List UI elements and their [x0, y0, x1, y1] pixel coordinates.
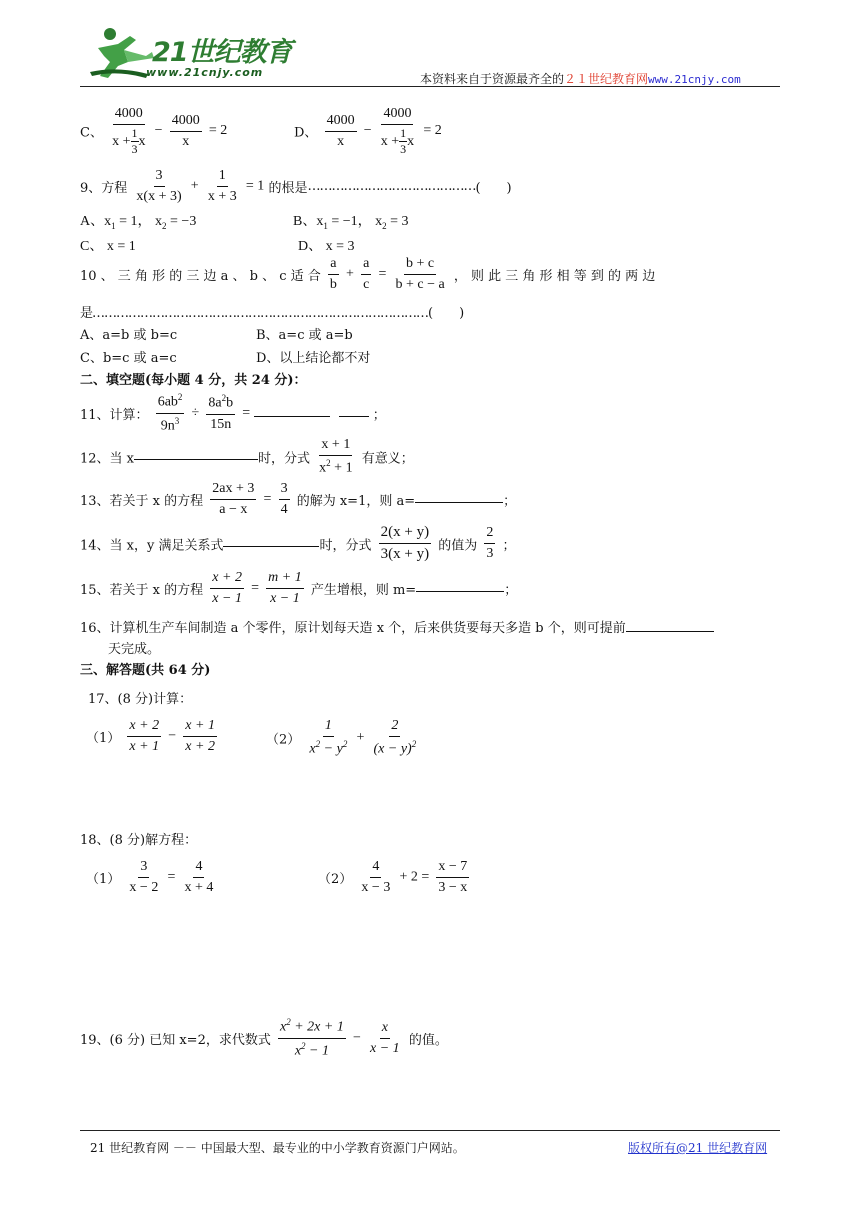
- section-3-title: 三、解答题(共 64 分): [80, 663, 211, 678]
- q8-option-c: C、 4000 x + $\frac{1}{3}$ x − $\frac{4000}{x}$ = 2: [80, 106, 228, 157]
- q9-option-b: B、$x_1 = -1$， $x_2 = 3$: [293, 214, 409, 231]
- q14-blank[interactable]: [223, 533, 319, 547]
- q13: 13、若关于 x 的方程 $\frac{2ax + 3}{a - x}$ = $\frac{3}{4}$ 的解为 x=1，则 a= ；: [80, 481, 517, 518]
- footer-copyright-link[interactable]: 版权所有@21 世纪教育网: [628, 1141, 768, 1155]
- q9-option-a: A、$x_1 = 1$， $x_2 = -3$: [80, 214, 197, 231]
- q16-line1: 16、计算机生产车间制造 a 个零件，原计划每天造 x 个，后来供货要每天多造 b 个，则可提前: [80, 617, 714, 636]
- q18-part1: （1） $\frac{3}{x - 2}$ = $\frac{4}{x + 4}$: [86, 859, 214, 896]
- q12: 12、当 x 时，分式 $\frac{x + 1}{x^2 + 1}$ 有意义；: [80, 437, 414, 476]
- q16-blank[interactable]: [626, 618, 714, 632]
- q8-option-d: D、 $\frac{4000}{x}$ − 4000 x + $\frac{1}{3}$ x = 2: [294, 106, 442, 157]
- q10-option-d: D、以上结论都不对: [256, 351, 371, 366]
- header-source: [420, 70, 741, 87]
- source-url-link[interactable]: www.21cnjy.com: [648, 73, 741, 86]
- section-2-title: 二、填空题(每小题 4 分，共 24 分)：: [80, 373, 307, 388]
- q10-line2: 是…………………………………………………………………………( ): [80, 306, 465, 321]
- q15: 15、若关于 x 的方程 $\frac{x + 2}{x - 1}$ = $\frac{m + 1}{x - 1}$ 产生增根，则 m= ；: [80, 570, 518, 607]
- footer-divider: [80, 1130, 780, 1131]
- q9-option-d: D、 x = 3: [298, 239, 355, 254]
- q18-title: 18、(8 分)解方程：: [80, 833, 198, 848]
- source-site: ２１世纪教育网: [564, 72, 649, 86]
- source-prefix: 本资料来自于资源最齐全的: [420, 72, 565, 86]
- logo: [88, 26, 292, 84]
- q14: 14、当 x，y 满足关系式 时，分式 $\frac{2(x + y)}{3(x + y)}$ 的值为 $\frac{2}{3}$ ；: [80, 524, 516, 563]
- q9-option-c: C、 x = 1: [80, 239, 136, 254]
- q19: 19、(6 分) 已知 x=2，求代数式 $\frac{x^2 + 2x + 1}{x^2 - 1}$ − $\frac{x}{x - 1}$ 的值。: [80, 1017, 448, 1059]
- logo-url: www.21cnjy.com: [146, 66, 264, 79]
- q10-option-c: C、b=c 或 a=c: [80, 351, 177, 366]
- q15-blank[interactable]: [416, 578, 504, 592]
- q12-blank[interactable]: [134, 446, 258, 460]
- q10-option-b: B、a=c 或 a=b: [256, 328, 353, 343]
- logo-text: 21世纪教育: [152, 37, 292, 68]
- q9-stem: 9、方程 $\frac{3}{x(x + 3)}$ + $\frac{1}{x + 3}$ = 1 的根是……………………………………( ): [80, 168, 512, 205]
- q17-title: 17、(8 分)计算：: [88, 692, 193, 707]
- footer-left: 21 世纪教育网 －－ 中国最大型、最专业的中小学教育资源门户网站。: [90, 1141, 465, 1155]
- q16-line2: 天完成。: [108, 642, 161, 657]
- q17-part1: （1） $\frac{x + 2}{x + 1}$ − $\frac{x + 1}{x + 2}$: [86, 718, 215, 755]
- q10-option-a: A、a=b 或 b=c: [80, 328, 178, 343]
- q13-blank[interactable]: [415, 489, 503, 503]
- q11: 11、计算： $\frac{6ab^2}{9n^3}$ ÷ $\frac{8a^2b}{15n}$ = ；: [80, 392, 386, 434]
- q17-part2: （2） $\frac{1}{x^2 - y^2}$ + $\frac{2}{(x - y)^2}$: [266, 718, 417, 757]
- header-divider: [80, 86, 780, 87]
- q18-part2: （2） $\frac{4}{x - 3}$ + 2 = $\frac{x - 7}{3 - x}$: [318, 859, 468, 896]
- q10-stem: 10 、 三 角 形 的 三 边 a 、 b 、 c 适 合 $\frac{a}{b}$ + $\frac{a}{c}$ = $\frac{b + c}{b + c - a}$ ， 则 此 三 角 形 相 等 到 的 两 边: [80, 256, 656, 293]
